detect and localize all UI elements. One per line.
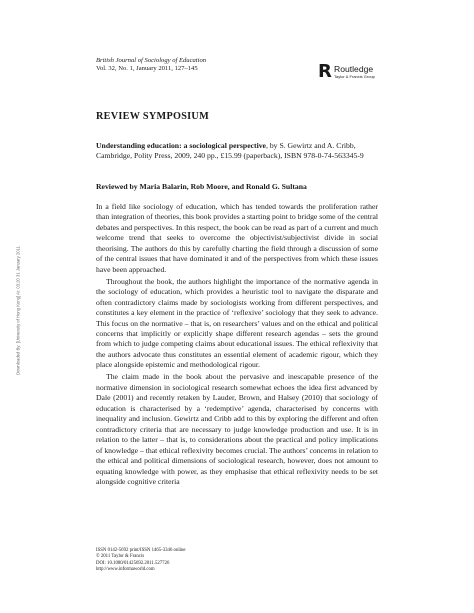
footer-doi: DOI: 10.1080/01425692.2011.527726 [96,560,170,566]
routledge-logo-icon: R [318,61,332,82]
article-body [96,202,378,489]
section-title: REVIEW SYMPOSIUM [96,111,210,122]
publisher-name: Routledge [334,64,374,74]
publisher-logo [318,62,398,84]
footer-url[interactable]: http://www.informaworld.com [96,566,155,572]
download-watermark: Downloaded By: [University of Hong Kong] At: 03:20 31 January 2011 [15,246,21,375]
paragraph: In a field like sociology of education, which has tended towards the proliferation rather than integration of theories, this book provides a starting point to bridge some of the central debates and perspectives. In this respect, the book can be read as part of a current and much welcome trend that seeks to overcome the objectivist/subjectivist divide in social theorising. The authors do this by carefully charting the field through a discussion of some of the central issues that have dominated it and of the perspectives from which these issues have been approached. [96,202,378,274]
footer-issn: ISSN 0142-5692 print/ISSN 1465-3346 online [96,548,186,553]
footer-copyright: © 2011 Taylor & Francis [96,554,145,560]
journal-citation [96,57,206,74]
book-details: , by S. Gewirtz and A. Cribb, Cambridge, Polity Press, 2009, 240 pp., £15.99 (paperback), ISBN 978-0-74-563345-9 [96,141,364,161]
footer-publication-info [96,548,186,573]
reviewers-line: Reviewed by Maria Balarin, Rob Moore, and Ronald G. Sultana [96,182,307,191]
paragraph: The claim made in the book about the pervasive and inescapable presence of the normative dimension in sociological research somewhat echoes the idea first advanced by Dale (2001) and recently retaken by Lauder, Brown, and Halsey (2010) that sociology of education is characterised by a ‘redemptive’ agenda, characterised by concerns with inequality and inclusion. Gewirtz and Cribb add to this by exploring the different and often contradictory criteria that are necessary to judge knowledge production and use. It is in relation to the latter – that is, to considerations about the practical and policy implications of knowledge – that ethical reflexivity becomes crucial. The authors’ concerns in relation to the ethical and political dimensions of sociological research, however, does not amount to equating knowledge with power, as they emphasise that ethical reflexivity needs to be set alongside cognitive criteria [96,372,378,486]
publisher-group: Taylor & Francis Group [334,74,375,79]
book-title: Understanding education: a sociological perspective [96,141,266,150]
journal-name: British Journal of Sociology of Education [96,57,207,64]
book-reference [96,141,380,162]
paragraph: Throughout the book, the authors highlight the importance of the normative agenda in the sociology of education, which provides a heuristic tool to navigate the disparate and often contradictory claims made by sociologists working from different perspectives, and constitutes a key element in the practice of ‘reflexive’ sociology that they seek to advance. This focus on the normative – that is, on researchers’ values and on the ethical and political concerns that implicitly or explicitly shape different research agendas – sets the ground from which to judge competing claims about educational issues. The ethical reflexivity that the authors advocate thus constitutes an essential element of academic rigour, which they place alongside epistemic and methodological rigour. [96,276,378,370]
journal-volume: Vol. 32, No. 1, January 2011, 127–145 [96,65,198,73]
